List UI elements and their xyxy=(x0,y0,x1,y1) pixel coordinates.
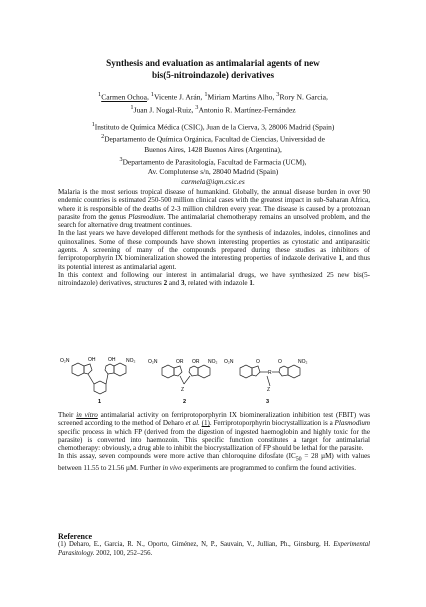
author-list xyxy=(40,90,386,116)
chemical-structures-figure xyxy=(58,344,370,406)
affiliation-3 xyxy=(40,155,386,167)
text: Their xyxy=(58,411,74,419)
no2-label: NO₂ xyxy=(208,359,218,365)
affil-text: Instituto de Química Médica (CSIC), Juan de la Cierva, 3, 28006 Madrid (Spain) xyxy=(94,122,335,132)
compound-ref: 3 xyxy=(180,279,185,288)
text: In this context and following our interest in antimalarial drugs, we have synthesized 25 new bis(5-nitroindazole) derivatives, structures xyxy=(58,270,370,288)
genus-italic: Plasmodium xyxy=(128,212,164,221)
affiliations xyxy=(40,120,386,187)
oh-label: OH xyxy=(108,357,116,363)
z-label: Z xyxy=(267,387,271,393)
z-label: Z xyxy=(181,387,185,393)
text: , and thus its potential interest as antimalarial agent. xyxy=(58,254,371,271)
affil-sup: 2 xyxy=(101,134,105,141)
reference-number: (1) xyxy=(58,541,66,549)
authors-line-2 xyxy=(40,103,386,116)
genus-italic: Plasmodium xyxy=(334,419,370,428)
paragraph-5 xyxy=(58,452,370,472)
in-vivo-italic: in vivo xyxy=(162,464,182,473)
compound-2-label: 2 xyxy=(183,399,187,405)
compound-3-label: 3 xyxy=(266,399,270,405)
text: and xyxy=(168,279,180,288)
paper-title xyxy=(40,57,386,81)
title-line-2: bis(5-nitroindazole) derivatives xyxy=(151,70,275,80)
o-label: O xyxy=(256,359,260,365)
o-label: O xyxy=(278,359,282,365)
subscript: 50 xyxy=(295,456,302,463)
author-sup: 3 xyxy=(195,104,199,112)
references-heading: Reference xyxy=(58,532,93,541)
affiliation-3-cont: Av. Complutense s/n, 28040 Madrid (Spain) xyxy=(147,167,279,177)
no2-label: O₂N xyxy=(224,359,234,365)
author: Antonio R. Martínez-Fernández xyxy=(198,105,296,115)
author-sup: 1 xyxy=(98,91,102,98)
reference-entry xyxy=(58,541,370,558)
paragraph-2 xyxy=(58,229,370,270)
author-sup: 1 xyxy=(204,91,208,98)
r-label: R xyxy=(268,370,272,376)
text: In the last years we have developed different methods for the synthesis of indazoles, indoles, cinnolines and quinoxalines. Some of these compounds have shown interesting properties as cytostatic and antiparasitic agents. A screening of many of the compounds prepared during these studies as inhibitors of ferriprotoporphyrin IX biomineralization showed the interesting properties of indazole derivative xyxy=(58,229,370,263)
text: , related with indazole xyxy=(184,279,248,288)
reference-journal: Experimental Parasitology. xyxy=(58,541,371,557)
no2-label: O₂N xyxy=(60,358,70,364)
reference-detail: 2002, 100, 252–256. xyxy=(96,549,153,557)
contact-email[interactable]: carmela@iqm.csic.es xyxy=(181,177,245,187)
compound-ref: 1 xyxy=(338,254,342,263)
oh-label: OH xyxy=(88,357,96,363)
structure-2 xyxy=(162,365,210,384)
affil-text: Departamento de Parasitología, Facultad de Farmacia (UCM), xyxy=(122,157,307,167)
author: Juan J. Nogal-Ruiz, xyxy=(133,105,194,115)
paragraph-1 xyxy=(58,188,370,229)
author: Vicente J. Arán, xyxy=(153,92,203,102)
affiliation-2-cont: Buenos Aires, 1428 Buenos Aires (Argentina), xyxy=(144,144,282,154)
body-lower xyxy=(58,411,370,472)
text: . xyxy=(252,279,255,288)
no2-label: NO₂ xyxy=(298,359,308,365)
compound-1-label: 1 xyxy=(98,399,102,405)
text: Malaria is the most serious tropical disease of humankind. Globally, the annual disease burden in over 90 endemic countries is estimated 250-500 million clinical cases with the greatest impact in sub-Saharan Africa, where it is responsible of the deaths of 2-3 million children every year. The disease is caused by a protozoan parasite from the genus xyxy=(58,188,370,221)
no2-label: O₂N xyxy=(148,359,158,365)
reference-authors: Deharo, E., Garcia, R. N., Oporto, Giménez, N, P., Sauvain, V., Jullian, Ph., Ginsburg, H. xyxy=(69,541,331,549)
title-line-1: Synthesis and evaluation as antimalarial agents of new xyxy=(106,58,320,68)
text: specific process in which FP (derived from the digestion of ingested haemoglobin and highly toxic for the parasite) is converted into haemozoin. This specific function constitutes a target for antimalarial chemotherapy: obviously, a drug able to inhibit the biocrystallization of FP should be lethal for the parasite. xyxy=(58,427,370,453)
author: Rory N. Garcia, xyxy=(279,92,328,102)
text: . Ferriprotoporphyrin biocrystallization is a xyxy=(209,419,333,428)
affiliation-1 xyxy=(40,120,386,132)
in-vitro-italic: in vitro xyxy=(76,411,98,419)
paragraph-3 xyxy=(58,271,370,288)
no2-label: NO₂ xyxy=(126,358,136,364)
body-upper xyxy=(58,188,370,288)
et-al-italic: et al. xyxy=(185,419,200,428)
author-presenting: Carmen Ochoa xyxy=(101,92,147,102)
text: = 28 µM) with values between 11.55 to 21.56 µM. Further xyxy=(58,452,371,473)
structure-1 xyxy=(72,363,126,394)
text: . The antimalarial chemotherapy remains an unsolved problem, and the search for alternative drug treatment continues. xyxy=(58,212,370,230)
compound-ref: 2 xyxy=(163,279,168,288)
authors-line-1: $^1$Carmen Ochoa, $^1$Vicente J. Arán, $^1$Miriam Martins Alho, $^3$Rory N. Garcia, xyxy=(98,91,328,102)
author: Miriam Martins Alho, xyxy=(207,92,275,102)
text: In this assay, seven compounds were more active than chloroquine difosfate (IC xyxy=(58,452,296,461)
or-label: OR xyxy=(176,359,184,365)
citation-link[interactable]: (1) xyxy=(201,419,210,428)
references-section xyxy=(58,533,370,558)
affiliation-2 xyxy=(40,132,386,144)
author-sup: 1 xyxy=(150,91,154,98)
affil-sup: 3 xyxy=(119,156,123,163)
text: antimalarial activity on ferriprotoporphyrin IX biomineralization inhibition test (FBIT) was screened according to the method of Deharo xyxy=(58,411,370,428)
text: experiments are programmed to confirm the found activities. xyxy=(183,464,356,473)
affil-text: Departamento de Química Orgánica, Facultad de Ciencias, Universidad de xyxy=(104,134,325,144)
author-sup: 1 xyxy=(130,104,134,112)
compound-ref: 1 xyxy=(249,279,253,288)
or-label: OR xyxy=(192,359,200,365)
paragraph-4 xyxy=(58,411,370,452)
author-sup: 3 xyxy=(276,91,280,98)
affil-sup: 1 xyxy=(91,122,95,128)
